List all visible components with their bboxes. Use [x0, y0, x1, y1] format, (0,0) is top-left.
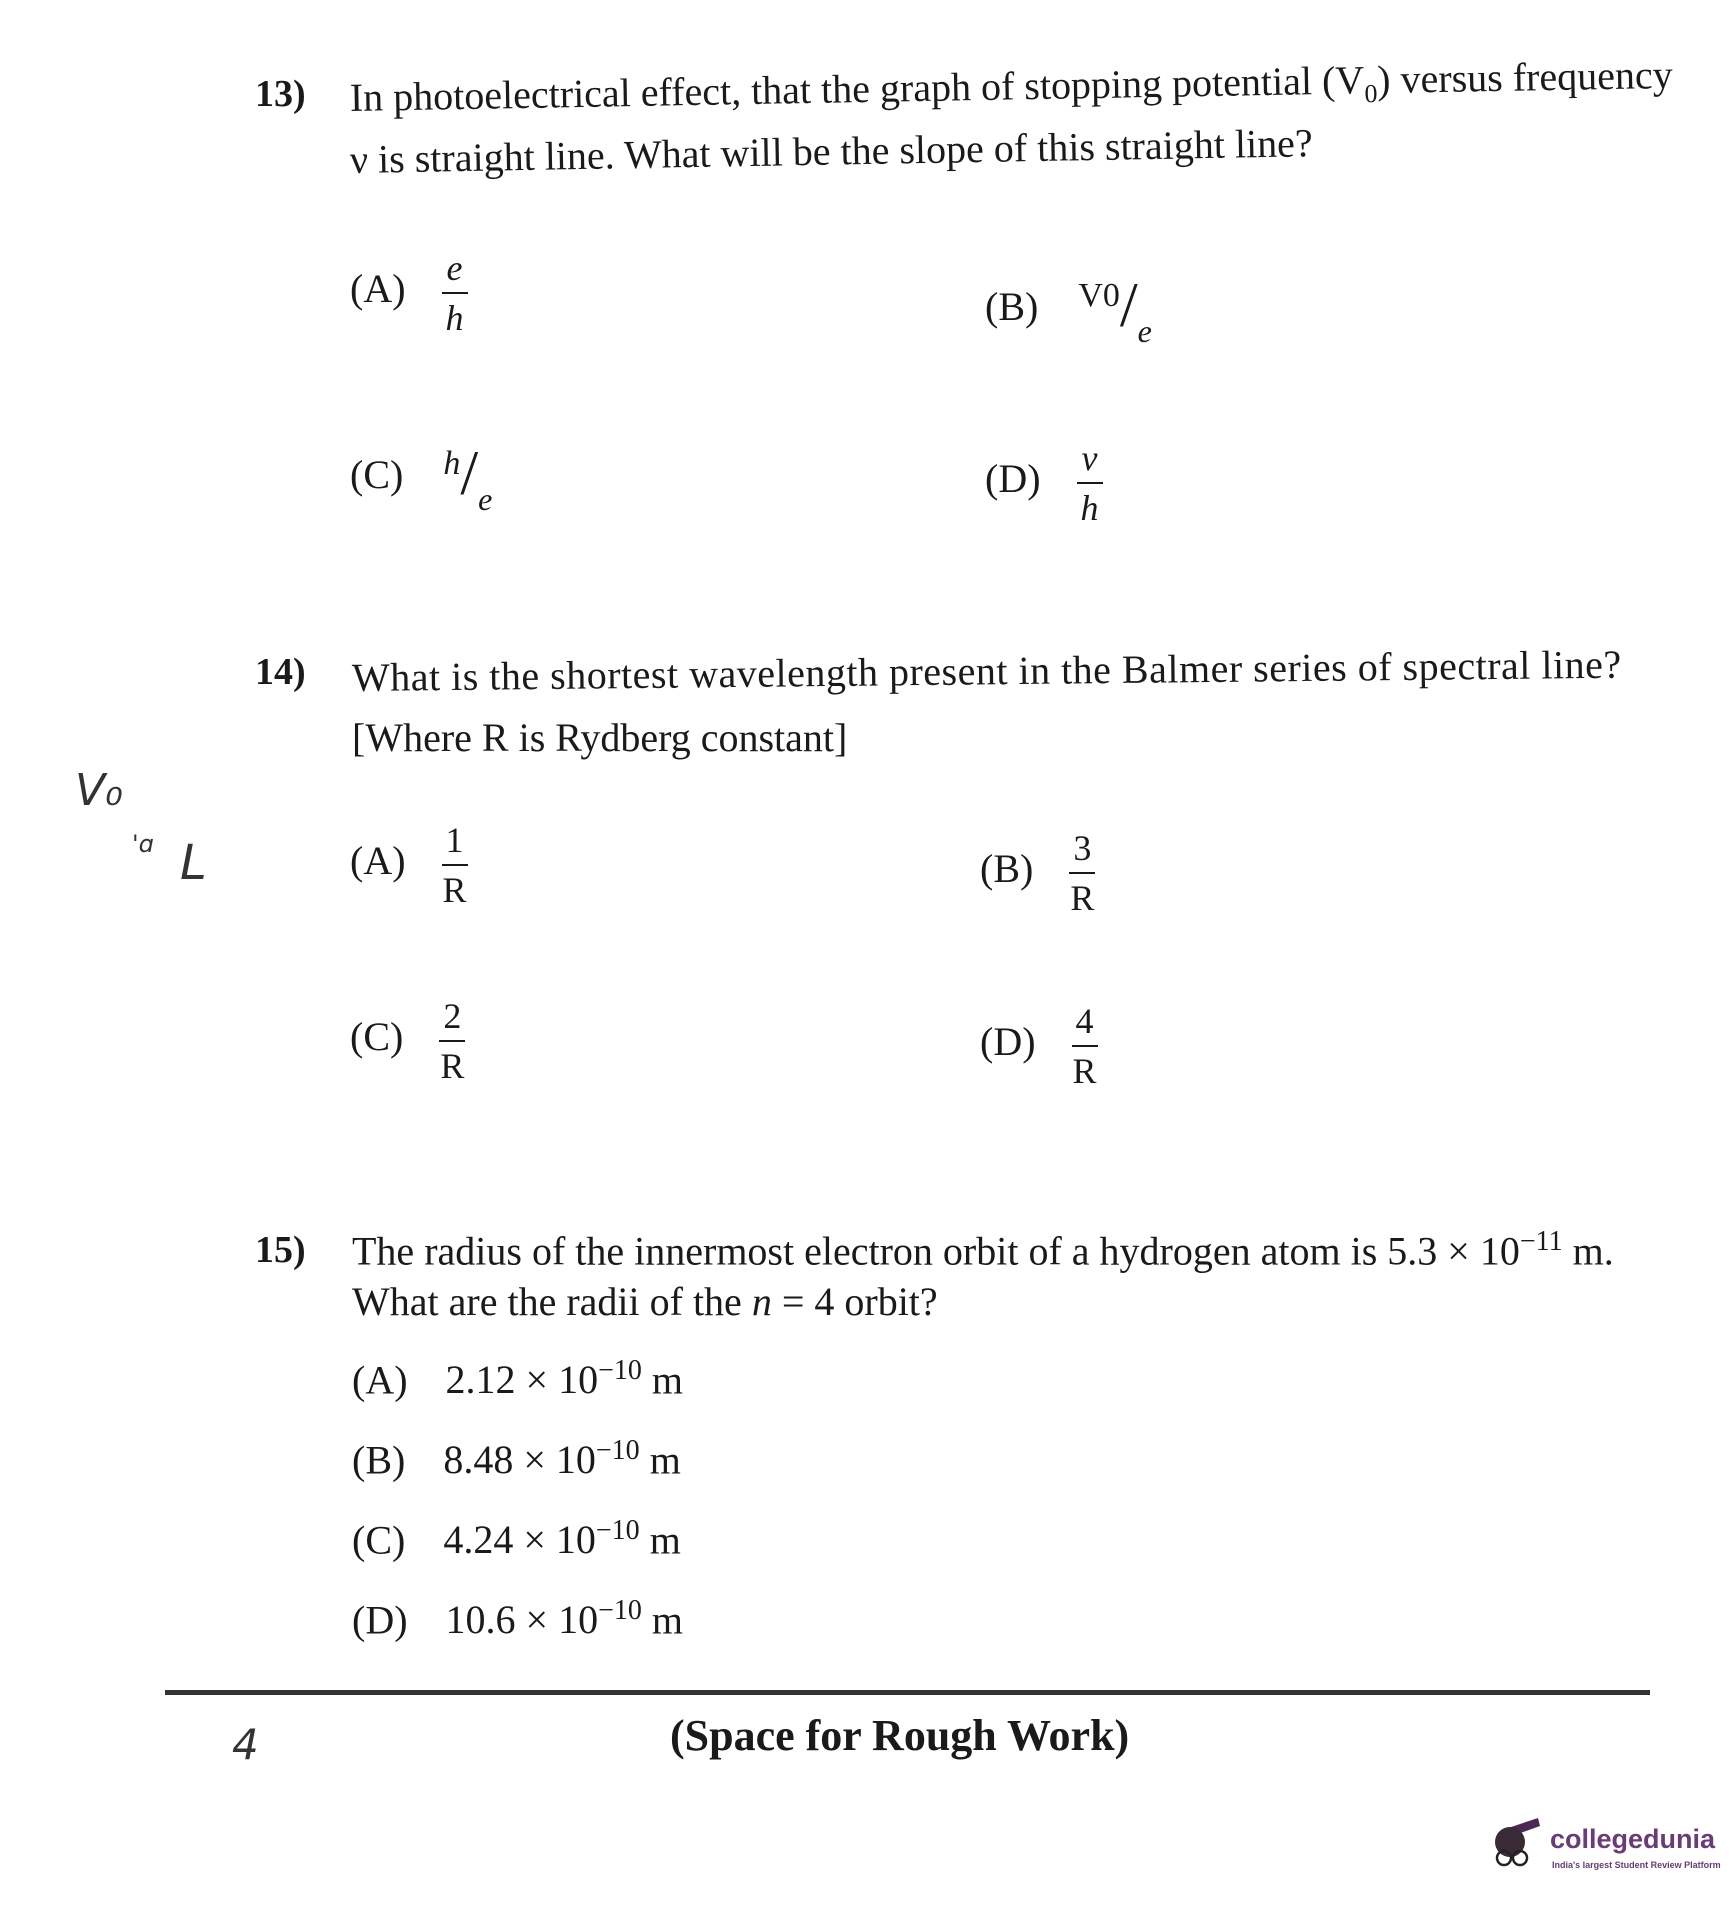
fraction-bar: [439, 1040, 465, 1042]
q13-option-c[interactable]: [350, 430, 492, 518]
q13-option-b[interactable]: [985, 262, 1152, 350]
q13-line1-a: In photoelectrical effect, that the graph of stopping potential (V: [349, 57, 1365, 120]
q14-option-d-den: R: [1072, 1051, 1097, 1091]
graduate-icon: [1490, 1818, 1548, 1876]
handwritten-mark-l: L: [180, 835, 207, 891]
q14-option-a-fraction: [442, 822, 468, 908]
q15-option-mantissa: 2.12 × 10: [445, 1357, 599, 1403]
q13-option-c-label: (C): [350, 452, 404, 497]
q14-option-d[interactable]: [980, 1003, 1098, 1089]
q15-text-line1: [352, 1212, 1614, 1281]
q15-option-unit: m: [649, 1437, 681, 1483]
q15-option-label: (D): [352, 1597, 408, 1643]
q15-line2-a: What are the radii of the: [352, 1279, 752, 1324]
q13-number: 13): [255, 73, 306, 115]
q14-option-c-num: 2: [443, 996, 462, 1036]
q15-option-a[interactable]: [352, 1355, 683, 1403]
rough-work-divider: [165, 1690, 1650, 1695]
fraction-bar: [1077, 482, 1103, 484]
q13-option-c-num: h: [443, 445, 461, 482]
q15-option-exp: −10: [598, 1595, 642, 1626]
q15-option-b[interactable]: [352, 1435, 681, 1483]
q15-option-exp: −10: [595, 1435, 640, 1466]
q13-option-b-fraction: [1078, 269, 1152, 349]
q14-option-d-label: (D): [980, 1019, 1036, 1065]
q14-option-d-fraction: [1072, 1003, 1098, 1089]
q14-option-c-den: R: [440, 1046, 465, 1086]
q15-option-exp: −10: [598, 1355, 642, 1386]
q14-option-a-num: 1: [445, 820, 464, 860]
q14-text-line1: What is the shortest wavelength present in the Balmer series of spectral line?: [351, 641, 1622, 700]
q15-text-line2: [352, 1272, 938, 1332]
q14-number: 14): [255, 651, 306, 693]
q15-line1-a: The radius of the innermost electron orbit of a hydrogen atom is 5.3 × 10: [352, 1228, 1520, 1274]
q13-option-c-fraction: [443, 437, 493, 517]
q15-option-d[interactable]: [352, 1595, 683, 1643]
slash-glyph: /: [460, 437, 479, 508]
q14-option-a-den: R: [442, 870, 467, 910]
q13-option-a-fraction: [442, 250, 468, 336]
q14-option-b-num: 3: [1073, 828, 1092, 868]
q13-line1-b: ) versus frequency: [1376, 51, 1673, 103]
q13-option-a-label: (A): [350, 266, 406, 312]
q15-line1-exp: −11: [1519, 1226, 1563, 1257]
q15-option-unit: m: [649, 1517, 681, 1563]
fraction-bar: [1072, 1045, 1098, 1047]
q14-option-b-label: (B): [980, 846, 1034, 892]
q15-line1-b: m.: [1562, 1228, 1614, 1274]
q14-option-b-fraction: [1069, 830, 1095, 916]
q13-option-d-label: (D): [985, 456, 1041, 502]
q13-text-line2: ν is straight line. What will be the slope of this straight line?: [349, 120, 1313, 182]
q15-line2-b: = 4 orbit?: [771, 1279, 938, 1324]
q15-option-c[interactable]: [352, 1515, 681, 1563]
q13-option-b-num: V0: [1078, 277, 1120, 314]
handwritten-mark: 'ɑ: [132, 830, 154, 858]
rough-work-label: (Space for Rough Work): [670, 1711, 1130, 1760]
handwritten-v0-note: V₀: [75, 765, 123, 816]
q15-number: 15): [255, 1229, 306, 1271]
q14-option-a[interactable]: [350, 822, 468, 908]
q15-option-label: (A): [352, 1357, 408, 1403]
q13-option-c-den: e: [478, 481, 493, 517]
q15-option-label: (C): [352, 1517, 406, 1563]
fraction-bar: [442, 292, 468, 294]
q13-option-d-fraction: [1077, 440, 1103, 526]
slash-glyph: /: [1119, 269, 1138, 340]
handwritten-mark-4: 4: [232, 1720, 259, 1769]
q15-option-unit: m: [651, 1597, 684, 1643]
q14-option-c[interactable]: [350, 998, 465, 1084]
q15-option-mantissa: 4.24 × 10: [443, 1517, 596, 1563]
q14-option-d-num: 4: [1075, 1001, 1094, 1041]
q14-option-c-fraction: [439, 998, 465, 1084]
logo-tagline: India's largest Student Review Platform: [1552, 1860, 1721, 1870]
q13-option-d-den: h: [1080, 488, 1099, 528]
q13-option-a-num: e: [446, 248, 463, 288]
fraction-bar: [1069, 872, 1095, 874]
q14-option-a-label: (A): [350, 838, 406, 884]
q13-option-b-den: e: [1137, 313, 1152, 349]
q15-option-mantissa: 8.48 × 10: [443, 1437, 596, 1483]
q14-option-c-label: (C): [350, 1014, 404, 1060]
q13-option-b-label: (B): [985, 284, 1039, 329]
q14-option-b[interactable]: [980, 830, 1095, 916]
q15-option-label: (B): [352, 1437, 406, 1483]
q14-option-b-den: R: [1070, 878, 1095, 918]
fraction-bar: [442, 864, 468, 866]
q14-text-line2: [Where R is Rydberg constant]: [352, 715, 848, 760]
q13-option-a[interactable]: [350, 250, 468, 336]
q15-option-unit: m: [651, 1357, 684, 1403]
q13-option-d[interactable]: [985, 440, 1103, 526]
q15-line2-n: n: [751, 1279, 772, 1324]
q15-option-mantissa: 10.6 × 10: [445, 1597, 599, 1643]
logo-name: collegedunia: [1550, 1824, 1716, 1854]
q13-line1-sub: 0: [1364, 79, 1378, 109]
q13-option-a-den: h: [445, 298, 464, 338]
q15-option-exp: −10: [595, 1515, 640, 1546]
collegedunia-logo: [1490, 1818, 1721, 1878]
q13-option-d-num: ν: [1081, 438, 1098, 478]
